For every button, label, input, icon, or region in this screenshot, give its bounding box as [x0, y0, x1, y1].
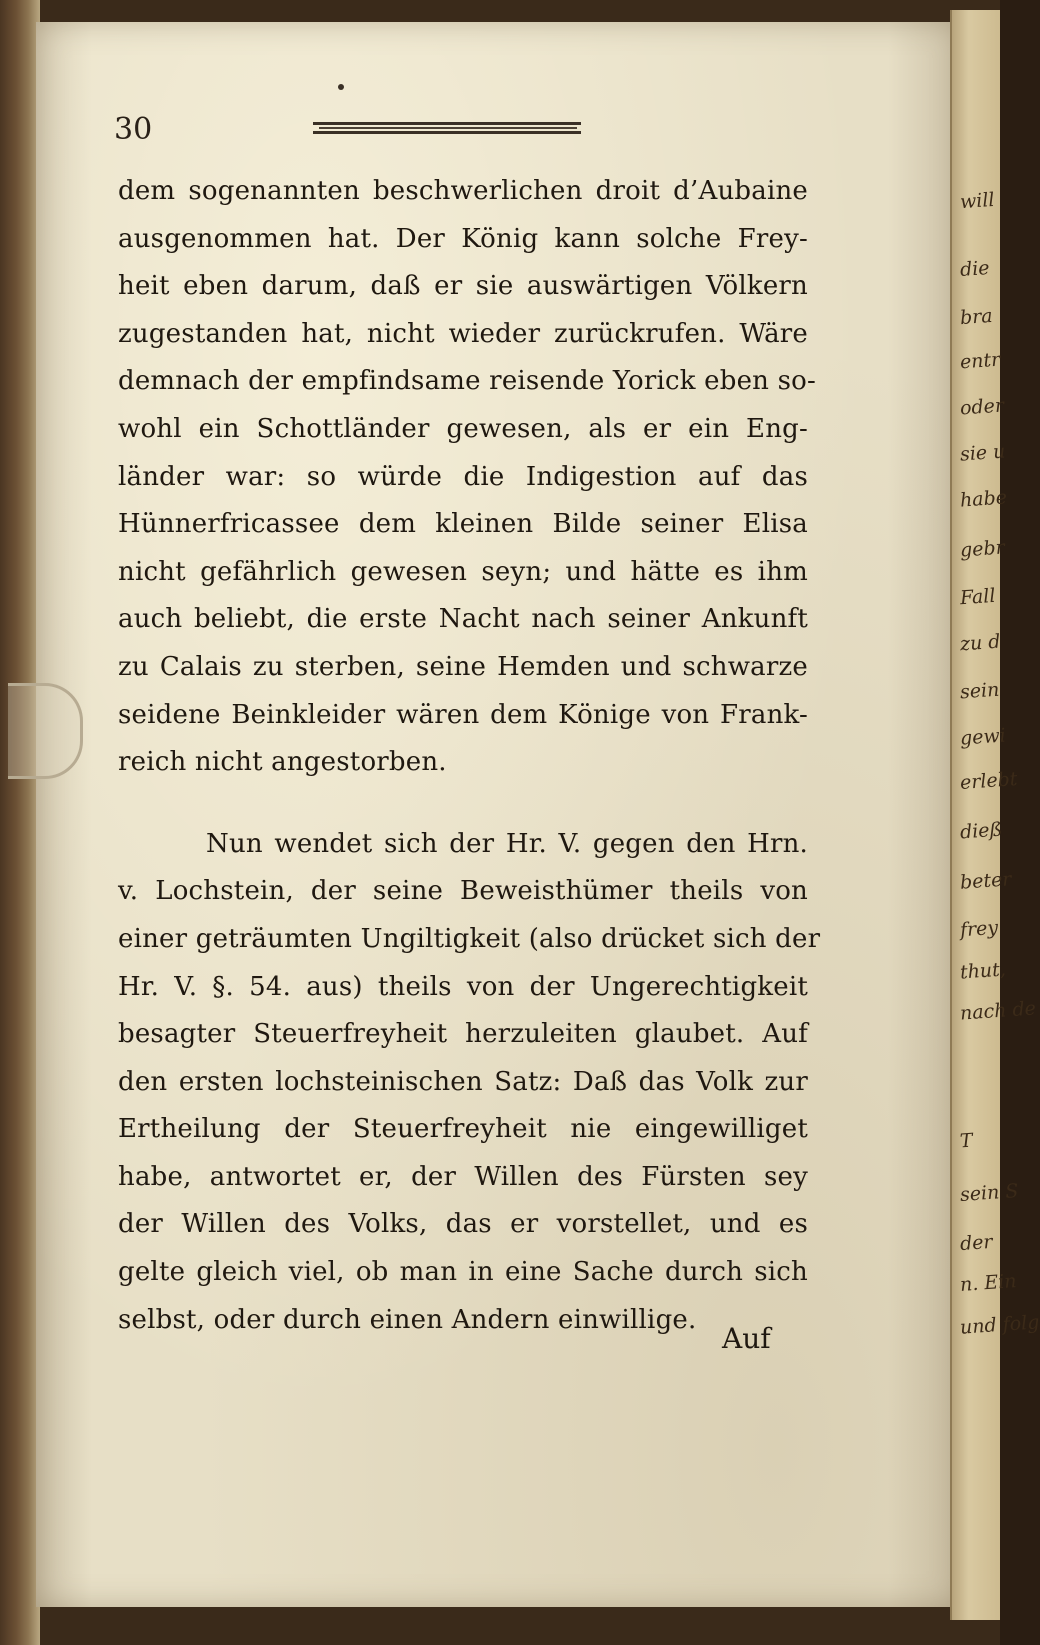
facing-fragment: beter [959, 868, 1013, 894]
text-line: Nun wendet sich der Hr. V. gegen den Hrn. [206, 828, 808, 859]
text-line: seidene Beinkleider wären dem Könige von Frank- [118, 699, 808, 730]
facing-fragment: nach de [959, 997, 1037, 1025]
facing-fragment: sein S [959, 1179, 1020, 1207]
paragraph-1 [118, 168, 816, 787]
text-line: wohl ein Schottländer gewesen, als er ein Eng- [118, 413, 808, 444]
facing-fragment: und folg [959, 1311, 1040, 1339]
facing-fragment: der [959, 1230, 994, 1256]
facing-page-edge [950, 10, 1040, 1620]
facing-fragment: frey [959, 916, 999, 942]
text-line: zu Calais zu sterben, seine Hemden und schwarze [118, 651, 808, 682]
facing-fragment: thut, [959, 958, 1007, 984]
text-line: besagter Steuerfreyheit herzuleiten glaubet. Auf [118, 1019, 808, 1050]
facing-fragment: dieß [959, 818, 1003, 844]
page-clip [8, 683, 83, 779]
page-number: 30 [114, 112, 153, 147]
facing-fragment: bra [959, 304, 994, 330]
facing-fragment: habe [959, 486, 1008, 512]
facing-fragment: oder [959, 394, 1005, 420]
text-line: ausgenommen hat. Der König kann solche Frey- [118, 223, 808, 254]
facing-fragment: zu d [959, 630, 1002, 656]
text-line: länder war: so würde die Indigestion auf das [118, 461, 808, 492]
facing-fragment: gebr [959, 536, 1006, 562]
header-rule [313, 122, 581, 134]
text-line: zugestanden hat, nicht wieder zurückrufen. Wäre [118, 318, 808, 349]
catchword: Auf [722, 1322, 771, 1355]
book-binding [0, 0, 40, 1645]
facing-fragment: die [959, 256, 991, 282]
text-line: Hünnerfricassee dem kleinen Bilde seiner Elisa [118, 509, 808, 540]
text-line: habe, antwortet er, der Willen des Fürsten sey [118, 1161, 808, 1192]
facing-fragment: T [959, 1129, 974, 1153]
text-line: heit eben darum, daß er sie auswärtigen Völkern [118, 271, 808, 302]
text-line: auch beliebt, die erste Nacht nach seiner Ankunft [118, 604, 808, 635]
text-line: dem sogenannten beschwerlichen droit d’Aubaine [118, 176, 808, 206]
text-line: einer geträumten Ungiltigkeit (also drücket sich der [118, 923, 821, 954]
facing-fragment: n. Ein [959, 1270, 1018, 1296]
ink-speck [338, 84, 344, 90]
text-line: nicht gefährlich gewesen seyn; und hätte es ihm [118, 556, 808, 587]
facing-fragment: sie u [959, 440, 1007, 466]
facing-fragment: entr [959, 348, 1001, 374]
text-line: v. Lochstein, der seine Beweisthümer theils von [118, 876, 808, 907]
paragraph-2 [118, 821, 821, 1345]
facing-fragment: Fall [959, 584, 997, 610]
facing-fragment: gewi [959, 724, 1007, 750]
text-line: Ertheilung der Steuerfreyheit nie eingewilliget [118, 1114, 808, 1145]
text-line: gelte gleich viel, ob man in eine Sache durch sich [118, 1257, 808, 1288]
body-text [118, 168, 821, 1344]
text-line: den ersten lochsteinischen Satz: Daß das Volk zur [118, 1066, 808, 1097]
text-line: demnach der empfindsame reisende Yorick eben so- [118, 366, 816, 397]
facing-fragment: erlebt [959, 768, 1019, 794]
facing-fragment: will [959, 188, 996, 214]
text-line: reich nicht angestorben. [118, 747, 447, 778]
text-line: der Willen des Volks, das er vorstellet, und es [118, 1209, 808, 1240]
facing-fragment: sein [959, 678, 1001, 704]
text-line: Hr. V. §. 54. aus) theils von der Ungerechtigkeit [118, 971, 808, 1002]
text-line: selbst, oder durch einen Andern einwillige. [118, 1304, 697, 1335]
